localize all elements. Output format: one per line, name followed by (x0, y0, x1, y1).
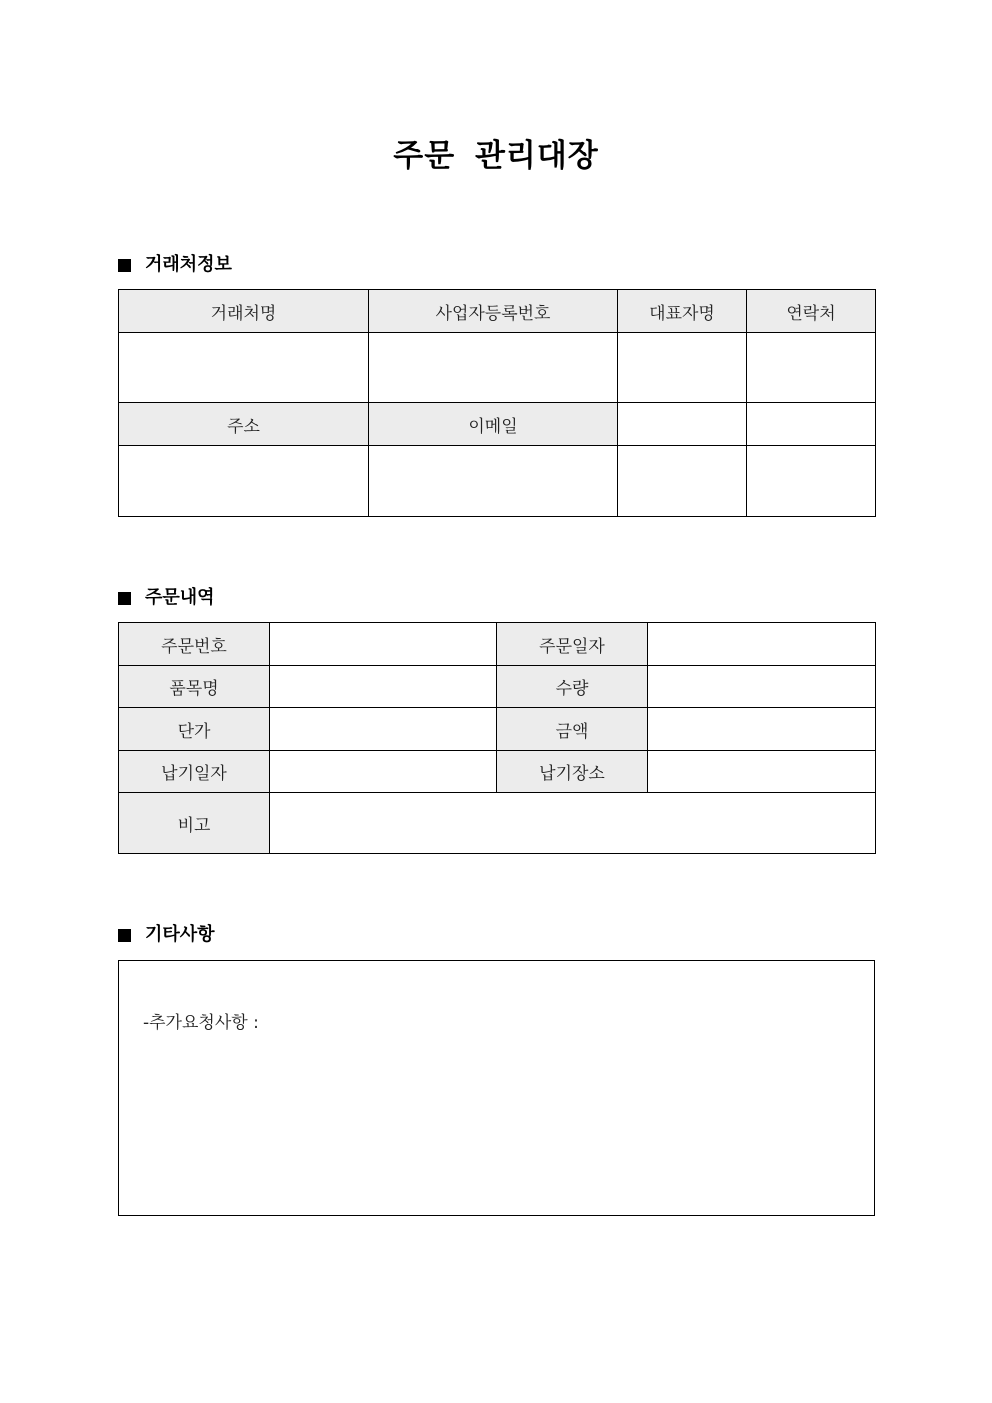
address-header: 주소 (119, 403, 369, 446)
empty-cell[interactable] (618, 446, 747, 517)
item-name-label: 품목명 (119, 666, 270, 708)
square-bullet-icon (118, 259, 131, 272)
unit-price-cell[interactable] (270, 708, 497, 751)
order-no-label: 주문번호 (119, 623, 270, 666)
additional-request-label: -추가요청사항 : (143, 1013, 259, 1033)
business-reg-no-cell[interactable] (369, 333, 618, 403)
other-notes-box[interactable] (118, 960, 875, 1216)
delivery-place-cell[interactable] (648, 751, 876, 793)
order-details-heading (118, 585, 215, 611)
order-date-label: 주문일자 (497, 623, 648, 666)
other-notes-heading (118, 922, 215, 948)
business-reg-no-header: 사업자등록번호 (369, 290, 618, 333)
unit-price-label: 단가 (119, 708, 270, 751)
email-header: 이메일 (369, 403, 618, 446)
remarks-label: 비고 (119, 793, 270, 854)
empty-cell[interactable] (618, 403, 747, 446)
delivery-place-label: 납기장소 (497, 751, 648, 793)
remarks-cell[interactable] (270, 793, 876, 854)
item-name-cell[interactable] (270, 666, 497, 708)
empty-cell[interactable] (747, 446, 876, 517)
contact-cell[interactable] (747, 333, 876, 403)
amount-label: 금액 (497, 708, 648, 751)
client-name-header: 거래처명 (119, 290, 369, 333)
amount-cell[interactable] (648, 708, 876, 751)
client-name-cell[interactable] (119, 333, 369, 403)
quantity-cell[interactable] (648, 666, 876, 708)
client-info-table (118, 289, 876, 517)
quantity-label: 수량 (497, 666, 648, 708)
order-date-cell[interactable] (648, 623, 876, 666)
representative-header: 대표자명 (618, 290, 747, 333)
square-bullet-icon (118, 592, 131, 605)
address-cell[interactable] (119, 446, 369, 517)
contact-header: 연락처 (747, 290, 876, 333)
email-cell[interactable] (369, 446, 618, 517)
client-info-heading (118, 252, 232, 278)
representative-cell[interactable] (618, 333, 747, 403)
order-details-table (118, 622, 876, 854)
other-notes-heading-text: 기타사항 (145, 924, 215, 945)
square-bullet-icon (118, 929, 131, 942)
delivery-date-label: 납기일자 (119, 751, 270, 793)
page-title: 주문 관리대장 (393, 138, 599, 174)
empty-cell[interactable] (747, 403, 876, 446)
delivery-date-cell[interactable] (270, 751, 497, 793)
client-info-heading-text: 거래처정보 (145, 254, 232, 275)
order-details-heading-text: 주문내역 (145, 587, 215, 608)
order-no-cell[interactable] (270, 623, 497, 666)
